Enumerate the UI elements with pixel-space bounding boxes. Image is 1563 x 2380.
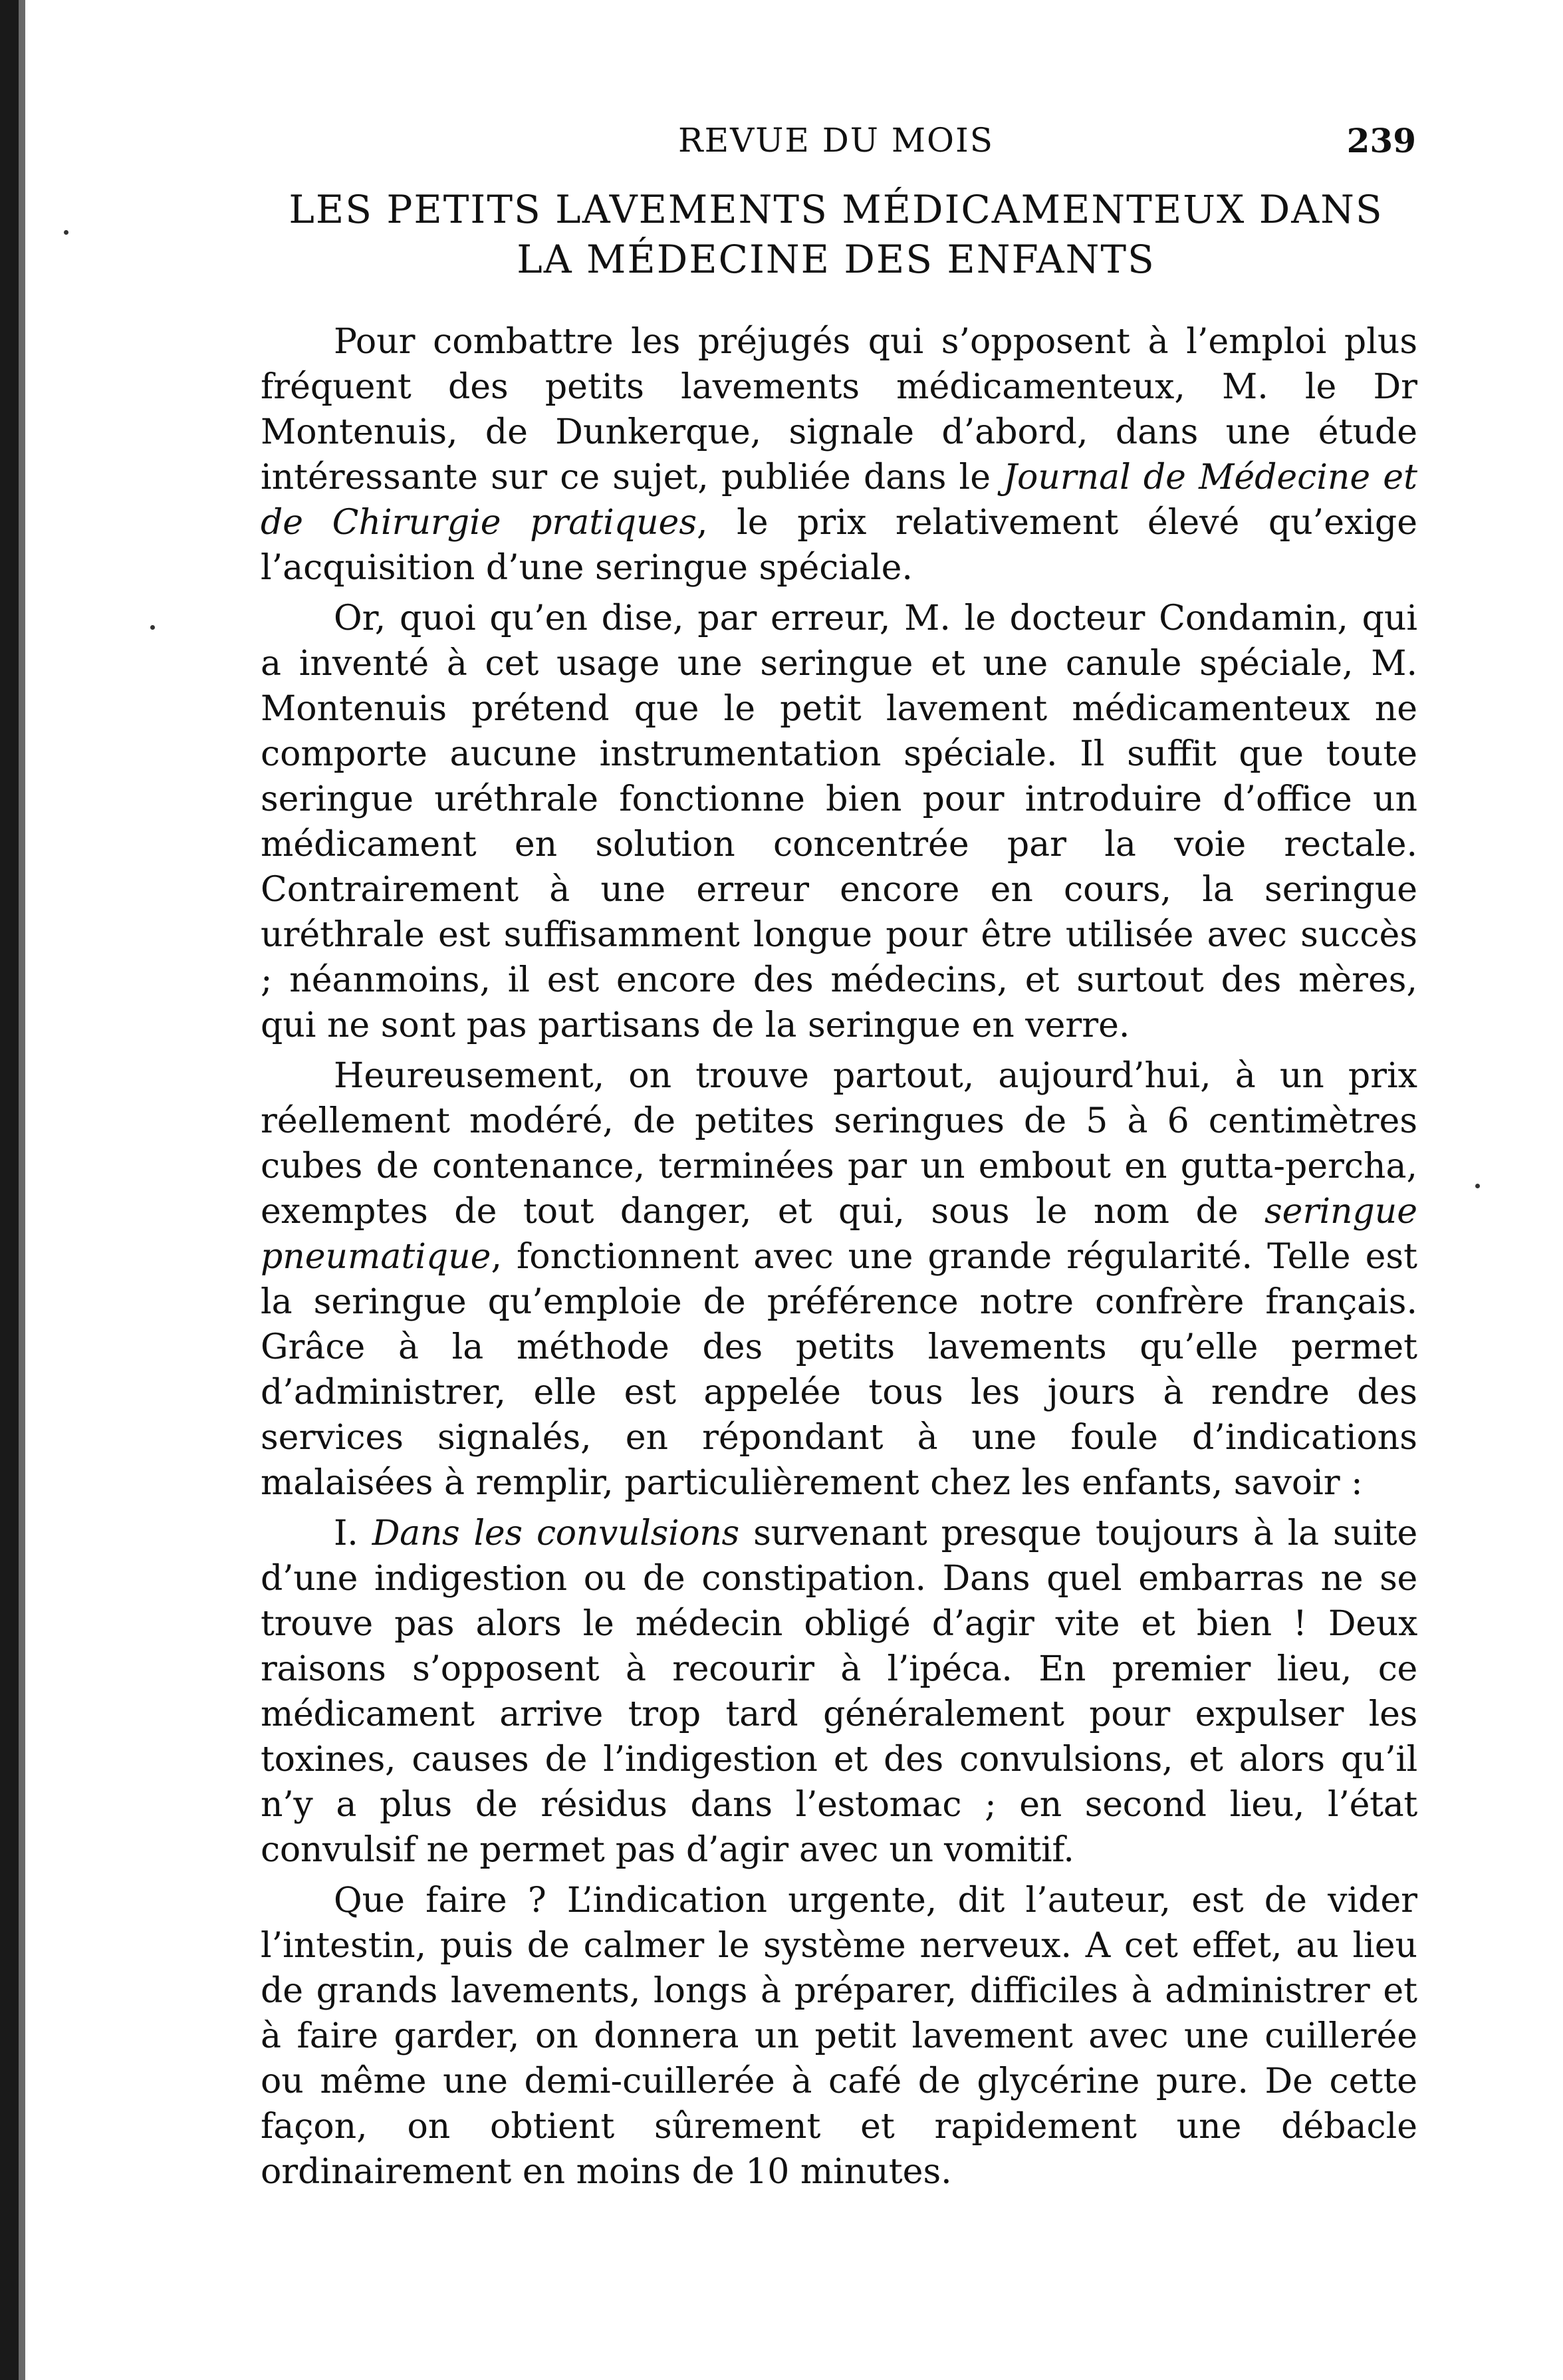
paragraph-4-text: survenant presque toujours à la suite d’une indigestion ou de constipation. Dans quel embarras ne se trouve pas alors le médecin obligé d’agir vite et bien ! Deux raisons s’opposent à recourir à l’ipéca. En premier lieu, ce médicament arrive trop tard généralement pour expulser les toxines, causes de l’indigestion et des convulsions, et alors qu’il n’y a plus de résidus dans l’estomac ; en second lieu, l’état convulsif ne permet pas d’agir avec un vomitif. <box>261 1514 1417 1870</box>
paragraph-2: Or, quoi qu’en dise, par erreur, M. le docteur Condamin, qui a inventé à cet usage une seringue et une canule spéciale, M. Montenuis prétend que le petit lavement médicamenteux ne comporte aucune instrumentation spéciale. Il suffit que toute seringue uréthrale fonctionne bien pour introduire d’office un médicament en solution concentrée par la voie rectale. Contrairement à une erreur encore en cours, la seringue uréthrale est suffisamment longue pour être utilisée avec succès ; néanmoins, il est encore des médecins, et surtout des mères, qui ne sont pas partisans de la seringue en verre. <box>261 598 1417 1045</box>
article-title: LES PETITS LAVEMENTS MÉDICAMENTEUX DANS LA MÉDECINE DES ENFANTS <box>289 187 1383 282</box>
section-heading: Dans les convulsions <box>372 1514 739 1553</box>
running-title: REVUE DU MOIS <box>677 121 995 160</box>
paragraph-1-text-start: Pour combattre les préjugés qui s’opposent à l’emploi plus fréquent des petits lavements médicamenteux, M. le Dr Montenuis, de Dunkerque, signale d’abord, dans une étude intéressante sur ce sujet, publiée dans le <box>261 322 1417 497</box>
section-numeral: I. <box>334 1514 372 1553</box>
print-speck <box>150 625 155 630</box>
paragraph-1-text-end: , le prix relativement élevé qu’exige l’acquisition d’une seringue spéciale. <box>261 503 1417 588</box>
page-number: 239 <box>1346 121 1416 160</box>
print-speck <box>1475 1184 1480 1188</box>
print-speck <box>64 230 68 235</box>
paragraph-1 <box>261 319 1417 591</box>
paragraph-3 <box>261 1053 1417 1506</box>
running-header <box>256 121 1416 168</box>
article-body <box>261 319 1417 2200</box>
seringue-term: seringue pneumatique <box>261 1192 1417 1277</box>
page-binding-edge <box>0 0 19 2380</box>
journal-title: Journal de Médecine et de Chirurgie pratiques <box>261 458 1417 543</box>
paragraph-3-text-start: Heureusement, on trouve partout, aujourd’hui, à un prix réellement modéré, de petites seringues de 5 à 6 centimètres cubes de contenance, terminées par un embout en gutta-percha, exemptes de tout danger, et qui, sous le nom de <box>261 1056 1417 1232</box>
paragraph-3-text-end: , fonctionnent avec une grande régularité. Telle est la seringue qu’emploie de préférence notre confrère français. Grâce à la méthode des petits lavements qu’elle permet d’administrer, elle est appelée tous les jours à rendre des services signalés, en répondant à une foule d’indications malaisées à remplir, particulièrement chez les enfants, savoir : <box>261 1237 1417 1503</box>
paragraph-5: Que faire ? L’indication urgente, dit l’auteur, est de vider l’intestin, puis de calmer le système nerveux. A cet effet, au lieu de grands lavements, longs à préparer, difficiles à administrer et à faire garder, on donnera un petit lavement avec une cuillerée ou même une demi-cuillerée à café de glycérine pure. De cette façon, on obtient sûrement et rapidement une débacle ordinairement en moins de 10 minutes. <box>261 1881 1417 2192</box>
paragraph-4 <box>261 1511 1417 1873</box>
page-binding-shadow <box>19 0 25 2380</box>
